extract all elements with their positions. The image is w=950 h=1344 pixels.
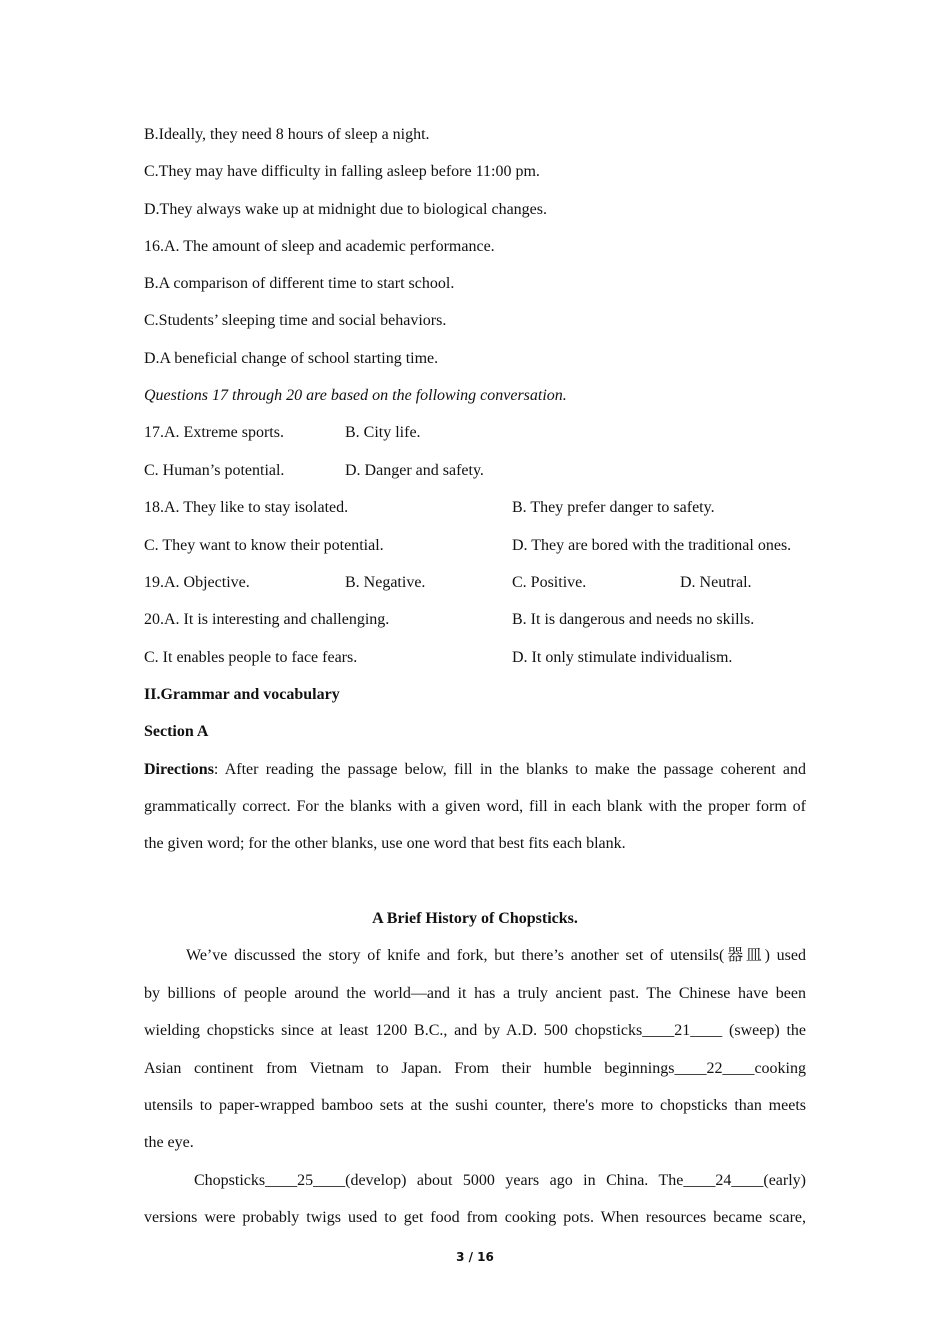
directions-text-1: : After reading the passage below, fill in the blanks to make the passage coherent and	[213, 761, 806, 778]
directions-line-3: the given word; for the other blanks, use one word that best fits each blank.	[144, 835, 626, 852]
q20-option-a: 20.A. It is interesting and challenging.	[144, 611, 390, 628]
q17-option-a: 17.A. Extreme sports.	[144, 424, 284, 441]
q18-option-a: 18.A. They like to stay isolated.	[144, 499, 349, 516]
passage-p1-line-1: We’ve discussed the story of knife and fork, but there’s another set of utensils(器皿) used	[186, 947, 806, 964]
q16-option-b: B.A comparison of different time to start school.	[144, 275, 455, 292]
q17-option-b: B. City life.	[345, 424, 421, 441]
passage-title: A Brief History of Chopsticks.	[372, 910, 578, 927]
q20-option-c: C. It enables people to face fears.	[144, 649, 358, 666]
q17-option-c: C. Human’s potential.	[144, 462, 285, 479]
passage-p1-line-5: utensils to paper-wrapped bamboo sets at the sushi counter, there's more to chopsticks than meets	[144, 1097, 806, 1114]
q15-option-b: B.Ideally, they need 8 hours of sleep a night.	[144, 126, 430, 143]
q18-option-c: C. They want to know their potential.	[144, 537, 384, 554]
passage-p2-line-1: Chopsticks____25____(develop) about 5000 years ago in China. The____24____(early)	[194, 1172, 806, 1189]
passage-p1-line-2: by billions of people around the world—and it has a truly ancient past. The Chinese have been	[144, 985, 806, 1002]
q18-option-b: B. They prefer danger to safety.	[512, 499, 715, 516]
q19-option-c: C. Positive.	[512, 574, 587, 591]
q19-option-a: 19.A. Objective.	[144, 574, 250, 591]
q17-option-d: D. Danger and safety.	[345, 462, 484, 479]
q16-option-a: 16.A. The amount of sleep and academic performance.	[144, 238, 495, 255]
passage-p1-line-6: the eye.	[144, 1134, 194, 1151]
directions-line-2: grammatically correct. For the blanks with a given word, fill in each blank with the proper form of	[144, 798, 806, 815]
q16-option-c: C.Students’ sleeping time and social behaviors.	[144, 312, 447, 329]
directions-line-1	[144, 760, 806, 780]
q15-option-c: C.They may have difficulty in falling asleep before 11:00 pm.	[144, 163, 540, 180]
q19-option-d: D. Neutral.	[680, 574, 752, 591]
q20-option-d: D. It only stimulate individualism.	[512, 649, 733, 666]
page-number: 3 / 16	[456, 1250, 494, 1264]
q16-option-d: D.A beneficial change of school starting time.	[144, 350, 439, 367]
q19-option-b: B. Negative.	[345, 574, 426, 591]
q15-option-d: D.They always wake up at midnight due to biological changes.	[144, 201, 548, 218]
directions-label: Directions	[144, 761, 214, 778]
q18-option-d: D. They are bored with the traditional ones.	[512, 537, 792, 554]
conversation-note: Questions 17 through 20 are based on the following conversation.	[144, 387, 567, 404]
passage-p1-line-3: wielding chopsticks since at least 1200 B.C., and by A.D. 500 chopsticks____21____ (sweep) the	[144, 1022, 806, 1039]
q20-option-b: B. It is dangerous and needs no skills.	[512, 611, 755, 628]
section2-heading: II.Grammar and vocabulary	[144, 686, 340, 703]
passage-p2-line-2: versions were probably twigs used to get food from cooking pots. When resources became scare,	[144, 1209, 806, 1226]
section-a-heading: Section A	[144, 723, 209, 740]
passage-p1-line-4: Asian continent from Vietnam to Japan. From their humble beginnings____22____cooking	[144, 1060, 806, 1077]
